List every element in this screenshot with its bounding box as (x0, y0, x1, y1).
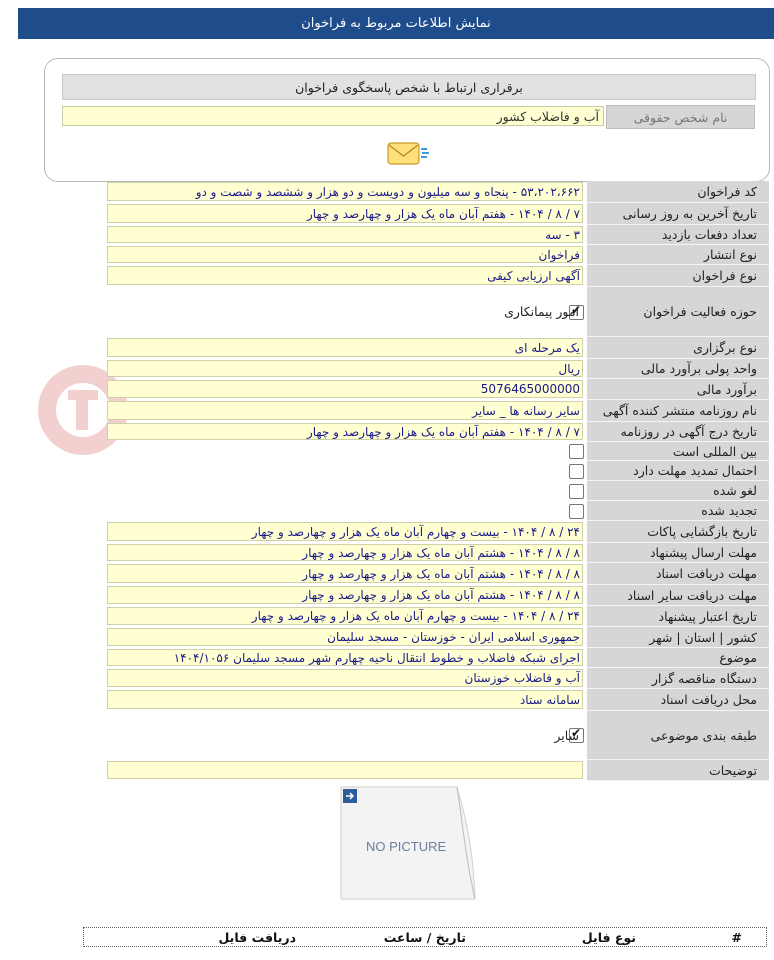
field-value: فراخوان (107, 246, 583, 263)
field-label: نوع فراخوان (587, 265, 769, 287)
envelope-icon[interactable] (385, 137, 431, 171)
field-label: احتمال تمدید مهلت دارد (587, 461, 769, 481)
legal-entity-value: آب و فاضلاب کشور (62, 106, 604, 126)
field-label: حوزه فعالیت فراخوان (587, 287, 769, 337)
field-value: اجرای شبکه فاضلاب و خطوط انتقال ناحیه چهارم شهر مسجد سلیمان ۱۴۰۴/۱۰۵۶ (107, 649, 583, 666)
field-row (107, 181, 769, 203)
col-date-time: تاریخ / ساعت (383, 930, 466, 945)
field-row (107, 668, 769, 689)
field-value: 5076465000000 (107, 380, 583, 398)
field-row (107, 606, 769, 627)
field-row (107, 481, 769, 501)
field-value: سامانه ستاد (107, 690, 583, 709)
checkbox-label: سایر (554, 728, 579, 743)
field-label: تاریخ درج آگهی در روزنامه (587, 422, 769, 442)
no-picture-text: NO PICTURE (366, 839, 447, 854)
field-row (107, 265, 769, 287)
field-label: تاریخ بازگشایی پاکات (587, 521, 769, 543)
field-value: ۲۴ / ۸ / ۱۴۰۴ - بیست و چهارم آبان ماه یک هزار و چهارصد و چهار (107, 522, 583, 541)
field-label: نوع انتشار (587, 245, 769, 265)
field-checkbox[interactable] (569, 504, 584, 519)
field-label: دستگاه مناقصه گزار (587, 668, 769, 689)
field-checkbox[interactable] (569, 484, 584, 499)
field-value: ۵۳،۲۰۲،۶۶۲ - پنجاه و سه میلیون و دویست و دو هزار و ششصد و شصت و دو (107, 182, 583, 201)
field-label: کشور | استان | شهر (587, 627, 769, 648)
field-value: ۷ / ۸ / ۱۴۰۴ - هفتم آبان ماه یک هزار و چهارصد و چهار (107, 423, 583, 440)
field-label: مهلت ارسال پیشنهاد (587, 543, 769, 563)
field-label: طبقه بندی موضوعی (587, 711, 769, 760)
field-row (107, 760, 769, 781)
field-label: نام روزنامه منتشر کننده آگهی (587, 400, 769, 422)
field-value (107, 761, 583, 779)
field-value: ۳ - سه (107, 226, 583, 243)
field-value: ۲۴ / ۸ / ۱۴۰۴ - بیست و چهارم آبان ماه یک هزار و چهارصد و چهار (107, 607, 583, 625)
field-row (107, 711, 769, 760)
field-value: ۸ / ۸ / ۱۴۰۴ - هشتم آبان ماه یک هزار و چهارصد و چهار (107, 544, 583, 561)
field-label: بین المللی است (587, 442, 769, 461)
field-row (107, 648, 769, 668)
field-row (107, 422, 769, 442)
col-download: دریافت فایل (218, 930, 296, 945)
field-label: کد فراخوان (587, 181, 769, 203)
field-value: جمهوری اسلامی ایران - خوزستان - مسجد سلیمان (107, 628, 583, 646)
field-row (107, 359, 769, 379)
field-row (107, 287, 769, 337)
field-row (107, 225, 769, 245)
field-value: یک مرحله ای (107, 338, 583, 357)
field-label: موضوع (587, 648, 769, 668)
files-table-header (83, 927, 767, 947)
field-label: لغو شده (587, 481, 769, 501)
field-row (107, 379, 769, 400)
field-row (107, 585, 769, 606)
field-value: آگهی ارزیابی کیفی (107, 266, 583, 285)
field-row (107, 627, 769, 648)
field-row (107, 563, 769, 585)
field-label: تاریخ اعتبار پیشنهاد (587, 606, 769, 627)
page-header (18, 8, 774, 39)
field-value: ۸ / ۸ / ۱۴۰۴ - هشتم آبان ماه یک هزار و چهارصد و چهار (107, 564, 583, 583)
field-value: آب و فاضلاب خوزستان (107, 669, 583, 687)
field-label: واحد پولی برآورد مالی (587, 359, 769, 379)
field-label: مهلت دریافت اسناد (587, 563, 769, 585)
field-row (107, 442, 769, 461)
field-value: ۸ / ۸ / ۱۴۰۴ - هشتم آبان ماه یک هزار و چهارصد و چهار (107, 586, 583, 604)
field-checkbox[interactable] (569, 444, 584, 459)
field-row (107, 203, 769, 225)
field-label: مهلت دریافت سایر اسناد (587, 585, 769, 606)
contact-title-button[interactable]: برقراری ارتباط با شخص پاسخگوی فراخوان (62, 74, 756, 100)
field-row (107, 461, 769, 481)
legal-entity-label: نام شخص حقوقی (606, 105, 755, 129)
field-row (107, 501, 769, 521)
field-checkbox[interactable] (569, 464, 584, 479)
field-label: توضیحات (587, 760, 769, 781)
field-value: ۷ / ۸ / ۱۴۰۴ - هفتم آبان ماه یک هزار و چهارصد و چهار (107, 204, 583, 223)
field-label: برآورد مالی (587, 379, 769, 400)
field-row (107, 245, 769, 265)
field-label: محل دریافت اسناد (587, 689, 769, 711)
field-row (107, 543, 769, 563)
col-number: # (731, 930, 742, 945)
field-label: تجدید شده (587, 501, 769, 521)
field-row (107, 689, 769, 711)
field-value: سایر رسانه ها _ سایر (107, 401, 583, 420)
field-value: ریال (107, 360, 583, 377)
col-file-type: نوع فایل (581, 930, 636, 945)
field-label: تعداد دفعات بازدید (587, 225, 769, 245)
field-row (107, 337, 769, 359)
contact-panel (44, 58, 770, 182)
field-label: نوع برگزاری (587, 337, 769, 359)
field-label: تاریخ آخرین به روز رسانی (587, 203, 769, 225)
checkbox-label: امور پیمانکاری (504, 304, 579, 319)
field-row (107, 400, 769, 422)
no-picture-image (339, 785, 479, 901)
field-row (107, 521, 769, 543)
page-title: نمایش اطلاعات مربوط به فراخوان (301, 16, 491, 31)
